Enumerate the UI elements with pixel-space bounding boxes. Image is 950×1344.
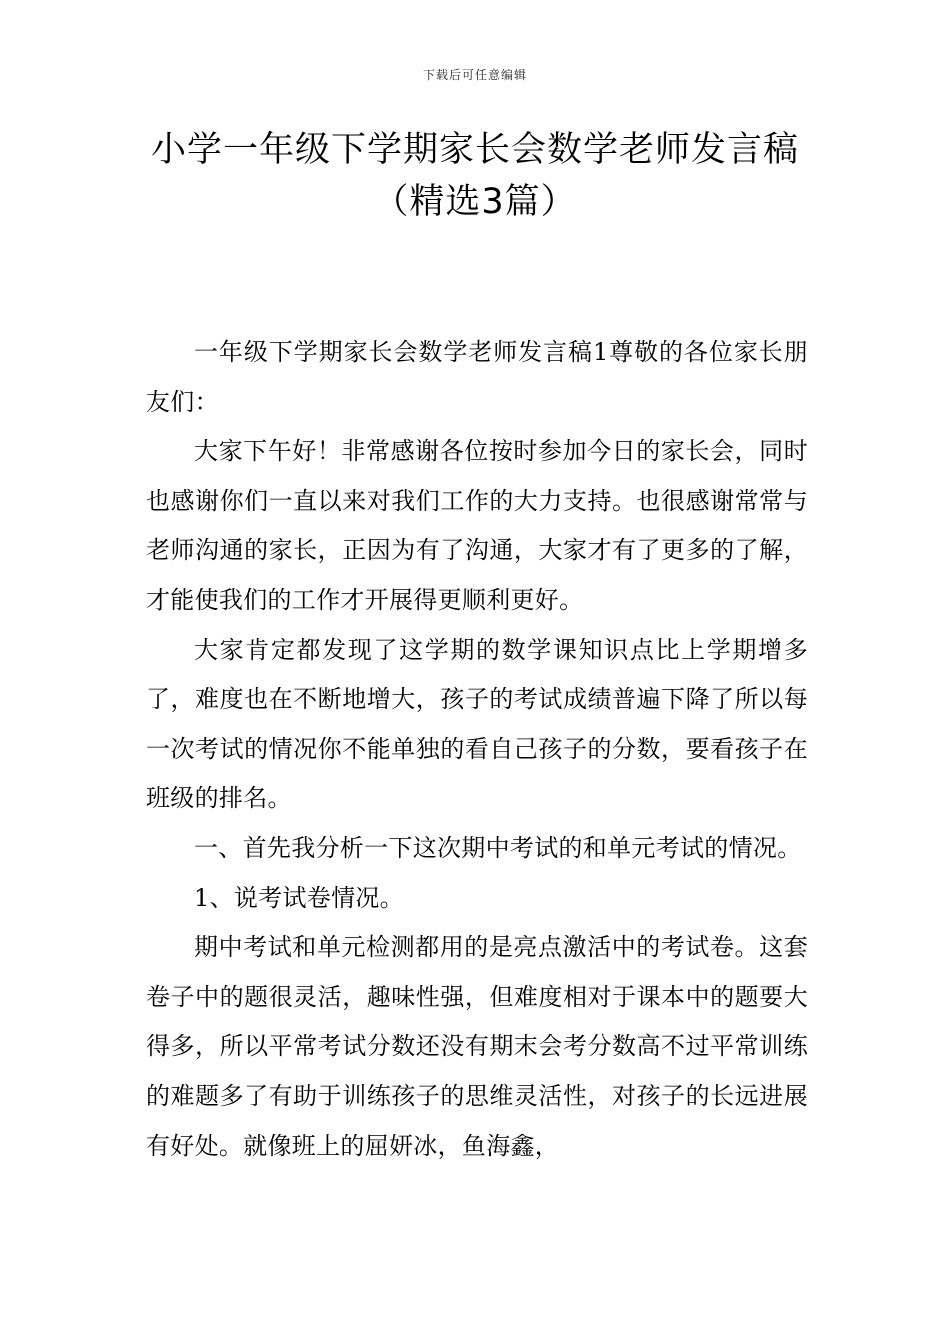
- header-note: 下载后可任意编辑: [422, 68, 527, 82]
- document-body: [146, 328, 808, 1171]
- document-title: [100, 124, 850, 228]
- title-line-2: （精选3篇）: [373, 182, 577, 222]
- paragraph: 一年级下学期家长会数学老师发言稿1尊敬的各位家长朋友们：: [146, 338, 808, 416]
- paragraph: 一、首先我分析一下这次期中考试的和单元考试的情况。: [194, 833, 802, 862]
- paragraph: 大家肯定都发现了这学期的数学课知识点比上学期增多了，难度也在不断地增大，孩子的考试成绩普遍下降了所以每一次考试的情况你不能单独的看自己孩子的分数，要看孩子在班级的排名。: [146, 635, 808, 813]
- paragraph: 期中考试和单元检测都用的是亮点激活中的考试卷。这套卷子中的题很灵活，趣味性强，但难度相对于课本中的题要大得多，所以平常考试分数还没有期末会考分数高不过平常训练的难题多了有助于训练孩子的思维灵活性，对孩子的长远进展有好处。就像班上的屈妍冰，鱼海鑫，: [146, 933, 808, 1160]
- title-line-1: 小学一年级下学期家长会数学老师发言稿: [150, 130, 799, 170]
- paragraph: 1、说考试卷情况。: [194, 883, 404, 912]
- paragraph: 大家下午好！非常感谢各位按时参加今日的家长会，同时也感谢你们一直以来对我们工作的大力支持。也很感谢常常与老师沟通的家长，正因为有了沟通，大家才有了更多的了解，才能使我们的工作才开展得更顺利更好。: [146, 437, 808, 614]
